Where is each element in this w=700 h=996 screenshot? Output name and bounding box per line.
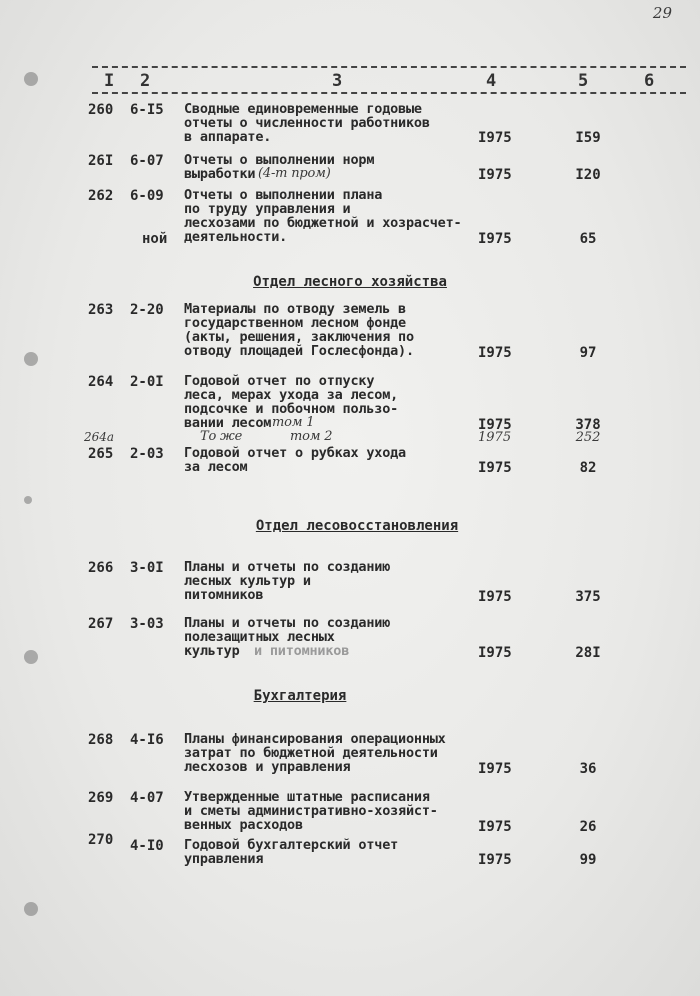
row-title: Отчеты о выполнении норм выработки <box>184 152 375 182</box>
row-count: 26 <box>579 819 597 835</box>
column-header-4: 4 <box>486 71 497 91</box>
row-code-extra: ной <box>142 231 168 247</box>
row-title: Планы и отчеты по созданию полезащитных лесных культур <box>184 615 391 659</box>
row-code: 3-0I <box>130 560 164 576</box>
row-year: I975 <box>478 819 512 835</box>
row-number: 26I <box>88 153 114 169</box>
row-year: I975 <box>478 231 512 247</box>
section-heading: Отдел лесовосстановления <box>255 518 459 534</box>
punch-hole-mark <box>24 650 38 664</box>
row-year: I975 <box>478 852 512 868</box>
row-count: 378 <box>575 417 601 433</box>
header-rule-bottom <box>92 92 686 94</box>
row-title: То же <box>200 429 243 444</box>
punch-hole-mark <box>24 496 32 504</box>
row-year: I975 <box>478 761 512 777</box>
row-title-faint: и питомников <box>254 643 350 659</box>
row-count: 375 <box>575 589 601 605</box>
row-number: 269 <box>88 790 114 806</box>
punch-hole-mark <box>24 352 38 366</box>
row-title: Годовой отчет по отпуску леса, мерах ухода за лесом, подсочке и побочном пользо- вании лесом <box>184 373 399 431</box>
section-heading: Бухгалтерия <box>253 688 347 704</box>
row-number: 266 <box>88 560 114 576</box>
row-number: 265 <box>88 446 114 462</box>
row-year: I975 <box>478 167 512 183</box>
row-code: 2-0I <box>130 374 164 390</box>
row-title: Годовой отчет о рубках ухода за лесом <box>184 445 406 475</box>
column-header-6: 6 <box>644 71 655 91</box>
row-count: 36 <box>579 761 597 777</box>
row-number: 264а <box>84 430 115 444</box>
row-year: I975 <box>478 417 512 433</box>
row-count: I59 <box>575 130 601 146</box>
row-code: 4-07 <box>130 790 164 806</box>
punch-hole-mark <box>24 72 38 86</box>
row-title-note: том 2 <box>290 429 333 444</box>
column-header-2: 2 <box>140 71 151 91</box>
row-number: 262 <box>88 188 114 204</box>
row-number: 264 <box>88 374 114 390</box>
row-code: 4-I6 <box>130 732 164 748</box>
row-count: 252 <box>575 430 601 445</box>
row-title: Утвержденные штатные расписания и сметы административно-хозяйст- венных расходов <box>184 789 438 833</box>
row-title: Годовой бухгалтерский отчет управления <box>184 837 399 867</box>
row-title: Планы и отчеты по созданию лесных культур и питомников <box>184 559 391 603</box>
row-number: 267 <box>88 616 114 632</box>
row-number: 263 <box>88 302 114 318</box>
row-code: 6-I5 <box>130 102 164 118</box>
section-heading: Отдел лесного хозяйства <box>253 274 447 290</box>
row-number: 270 <box>88 832 114 848</box>
row-number: 268 <box>88 732 114 748</box>
row-title: Материалы по отводу земель в государственном лесном фонде (акты, решения, заключения по отводу площадей Гослесфонда). <box>184 301 414 359</box>
row-title: Отчеты о выполнении плана по труду управления и лесхозами по бюджетной и хозрасчет- деятельности. <box>184 187 462 245</box>
row-title: Сводные единовременные годовые отчеты о численности работников в аппарате. <box>184 101 430 145</box>
row-code: 3-03 <box>130 616 164 632</box>
row-count: 97 <box>579 345 597 361</box>
column-header-5: 5 <box>578 71 589 91</box>
row-code: 6-07 <box>130 153 164 169</box>
row-code: 2-03 <box>130 446 164 462</box>
row-title: Планы финансирования операционных затрат по бюджетной деятельности лесхозов и управления <box>184 731 446 775</box>
page-number: 29 <box>652 4 672 22</box>
row-title-note: (4-т пром) <box>258 166 331 181</box>
row-year: 1975 <box>478 430 512 445</box>
column-header-3: 3 <box>332 71 343 91</box>
row-count: 99 <box>579 852 597 868</box>
column-header-1: I <box>104 71 115 91</box>
row-year: I975 <box>478 589 512 605</box>
row-code: 6-09 <box>130 188 164 204</box>
row-year: I975 <box>478 460 512 476</box>
row-count: 65 <box>579 231 597 247</box>
row-title-note: том 1 <box>272 415 315 430</box>
row-year: I975 <box>478 345 512 361</box>
header-rule-top <box>92 66 686 68</box>
row-year: I975 <box>478 130 512 146</box>
row-year: I975 <box>478 645 512 661</box>
row-count: 82 <box>579 460 597 476</box>
row-code: 4-I0 <box>130 838 164 854</box>
row-count: I20 <box>575 167 601 183</box>
punch-hole-mark <box>24 902 38 916</box>
row-count: 28I <box>575 645 601 661</box>
row-code: 2-20 <box>130 302 164 318</box>
row-number: 260 <box>88 102 114 118</box>
